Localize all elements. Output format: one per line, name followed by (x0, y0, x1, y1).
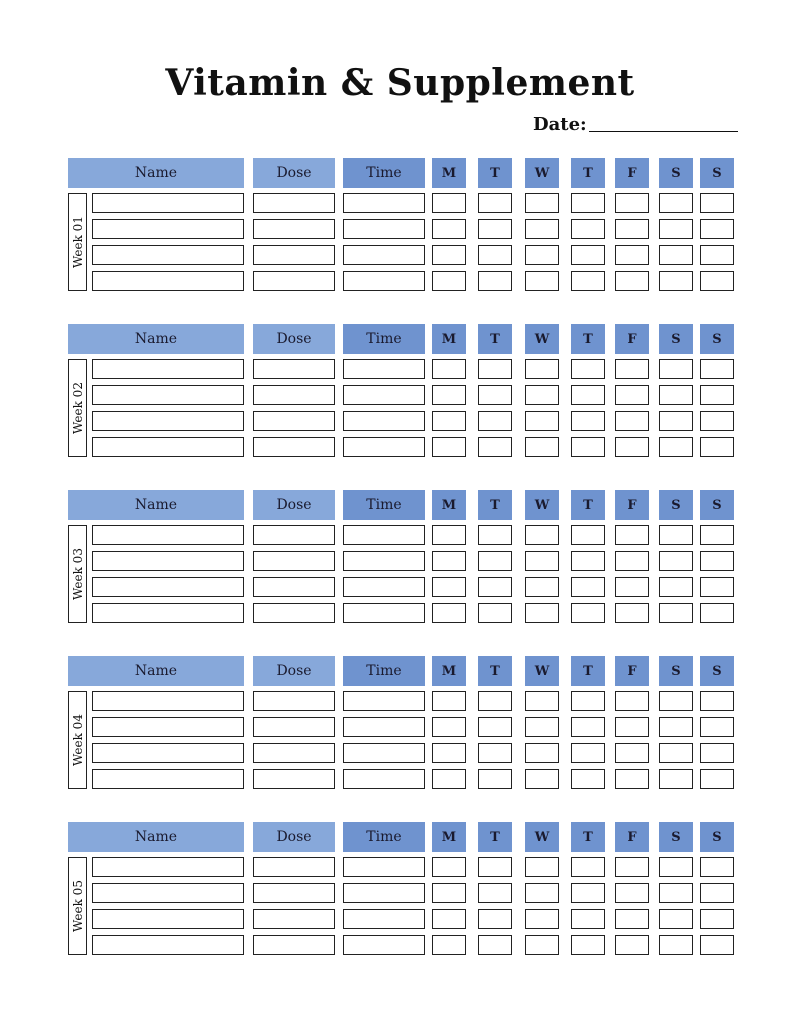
week-block (0, 656, 800, 796)
dose-cell[interactable] (253, 385, 335, 405)
day-checkbox[interactable] (659, 717, 693, 737)
header-name: Name (68, 158, 244, 188)
dose-cell[interactable] (253, 245, 335, 265)
week-block (0, 324, 800, 464)
day-checkbox[interactable] (432, 271, 466, 291)
name-cell[interactable] (92, 551, 244, 571)
day-checkbox[interactable] (659, 769, 693, 789)
day-checkbox[interactable] (478, 577, 512, 597)
header-day: T (478, 656, 512, 686)
day-checkbox[interactable] (478, 691, 512, 711)
header-day: T (478, 324, 512, 354)
day-checkbox[interactable] (571, 385, 605, 405)
header-day: S (700, 822, 734, 852)
header-day: F (615, 822, 649, 852)
day-checkbox[interactable] (478, 717, 512, 737)
week-label-tab (68, 691, 87, 789)
header-day: W (525, 656, 559, 686)
dose-cell[interactable] (253, 437, 335, 457)
day-checkbox[interactable] (700, 577, 734, 597)
week-block (0, 822, 800, 962)
page-title: Vitamin & Supplement (165, 62, 635, 104)
dose-cell[interactable] (253, 769, 335, 789)
day-checkbox[interactable] (659, 883, 693, 903)
time-cell[interactable] (343, 359, 425, 379)
time-cell[interactable] (343, 385, 425, 405)
day-checkbox[interactable] (700, 219, 734, 239)
day-checkbox[interactable] (659, 743, 693, 763)
day-checkbox[interactable] (659, 385, 693, 405)
day-checkbox[interactable] (478, 437, 512, 457)
day-checkbox[interactable] (659, 857, 693, 877)
dose-cell[interactable] (253, 743, 335, 763)
name-cell[interactable] (92, 691, 244, 711)
day-checkbox[interactable] (700, 271, 734, 291)
day-checkbox[interactable] (478, 525, 512, 545)
header-day: S (700, 490, 734, 520)
day-checkbox[interactable] (615, 935, 649, 955)
day-checkbox[interactable] (478, 883, 512, 903)
dose-cell[interactable] (253, 525, 335, 545)
day-checkbox[interactable] (615, 717, 649, 737)
week-label: Week 01 (70, 216, 85, 268)
day-checkbox[interactable] (432, 551, 466, 571)
day-checkbox[interactable] (571, 219, 605, 239)
day-checkbox[interactable] (571, 883, 605, 903)
dose-cell[interactable] (253, 551, 335, 571)
day-checkbox[interactable] (432, 769, 466, 789)
header-day: S (659, 158, 693, 188)
day-checkbox[interactable] (478, 935, 512, 955)
name-cell[interactable] (92, 743, 244, 763)
name-cell[interactable] (92, 193, 244, 213)
day-checkbox[interactable] (432, 359, 466, 379)
day-checkbox[interactable] (478, 359, 512, 379)
date-label: Date: (533, 114, 587, 135)
header-day: S (659, 656, 693, 686)
day-checkbox[interactable] (432, 743, 466, 763)
day-checkbox[interactable] (525, 271, 559, 291)
day-checkbox[interactable] (571, 935, 605, 955)
day-checkbox[interactable] (525, 359, 559, 379)
header-day: W (525, 324, 559, 354)
header-day: M (432, 656, 466, 686)
name-cell[interactable] (92, 245, 244, 265)
name-cell[interactable] (92, 769, 244, 789)
date-field[interactable] (533, 111, 738, 135)
day-checkbox[interactable] (478, 271, 512, 291)
day-checkbox[interactable] (571, 909, 605, 929)
time-cell[interactable] (343, 691, 425, 711)
day-checkbox[interactable] (571, 193, 605, 213)
day-checkbox[interactable] (659, 219, 693, 239)
day-checkbox[interactable] (525, 219, 559, 239)
day-checkbox[interactable] (432, 935, 466, 955)
name-cell[interactable] (92, 717, 244, 737)
name-cell[interactable] (92, 271, 244, 291)
header-name: Name (68, 324, 244, 354)
date-input-line[interactable] (589, 113, 738, 132)
dose-cell[interactable] (253, 411, 335, 431)
header-day: W (525, 158, 559, 188)
day-checkbox[interactable] (659, 193, 693, 213)
day-checkbox[interactable] (615, 193, 649, 213)
day-checkbox[interactable] (700, 909, 734, 929)
day-checkbox[interactable] (478, 909, 512, 929)
day-checkbox[interactable] (432, 525, 466, 545)
time-cell[interactable] (343, 769, 425, 789)
name-cell[interactable] (92, 935, 244, 955)
day-checkbox[interactable] (615, 603, 649, 623)
day-checkbox[interactable] (571, 603, 605, 623)
header-dose: Dose (253, 324, 335, 354)
day-checkbox[interactable] (478, 245, 512, 265)
day-checkbox[interactable] (571, 411, 605, 431)
day-checkbox[interactable] (659, 437, 693, 457)
day-checkbox[interactable] (432, 219, 466, 239)
day-checkbox[interactable] (700, 359, 734, 379)
day-checkbox[interactable] (700, 551, 734, 571)
header-day: T (571, 490, 605, 520)
day-checkbox[interactable] (478, 385, 512, 405)
header-dose: Dose (253, 158, 335, 188)
day-checkbox[interactable] (571, 245, 605, 265)
week-label-tab (68, 525, 87, 623)
day-checkbox[interactable] (700, 935, 734, 955)
time-cell[interactable] (343, 717, 425, 737)
day-checkbox[interactable] (615, 577, 649, 597)
day-checkbox[interactable] (615, 411, 649, 431)
day-checkbox[interactable] (432, 245, 466, 265)
time-cell[interactable] (343, 857, 425, 877)
day-checkbox[interactable] (525, 411, 559, 431)
header-dose: Dose (253, 656, 335, 686)
name-cell[interactable] (92, 603, 244, 623)
day-checkbox[interactable] (615, 691, 649, 711)
week-label-tab (68, 857, 87, 955)
day-checkbox[interactable] (571, 691, 605, 711)
dose-cell[interactable] (253, 717, 335, 737)
day-checkbox[interactable] (432, 857, 466, 877)
dose-cell[interactable] (253, 219, 335, 239)
header-dose: Dose (253, 490, 335, 520)
dose-cell[interactable] (253, 909, 335, 929)
time-cell[interactable] (343, 603, 425, 623)
day-checkbox[interactable] (615, 385, 649, 405)
week-label: Week 04 (70, 714, 85, 766)
day-checkbox[interactable] (571, 857, 605, 877)
header-day: T (478, 490, 512, 520)
day-checkbox[interactable] (700, 769, 734, 789)
day-checkbox[interactable] (700, 525, 734, 545)
time-cell[interactable] (343, 909, 425, 929)
header-day: F (615, 656, 649, 686)
time-cell[interactable] (343, 935, 425, 955)
day-checkbox[interactable] (432, 577, 466, 597)
day-checkbox[interactable] (615, 245, 649, 265)
day-checkbox[interactable] (478, 193, 512, 213)
day-checkbox[interactable] (478, 743, 512, 763)
day-checkbox[interactable] (525, 437, 559, 457)
time-cell[interactable] (343, 743, 425, 763)
day-checkbox[interactable] (615, 743, 649, 763)
dose-cell[interactable] (253, 883, 335, 903)
day-checkbox[interactable] (615, 359, 649, 379)
header-day: S (659, 822, 693, 852)
day-checkbox[interactable] (432, 603, 466, 623)
name-cell[interactable] (92, 909, 244, 929)
header-day: S (700, 158, 734, 188)
day-checkbox[interactable] (525, 935, 559, 955)
day-checkbox[interactable] (615, 883, 649, 903)
day-checkbox[interactable] (571, 743, 605, 763)
day-checkbox[interactable] (525, 691, 559, 711)
name-cell[interactable] (92, 411, 244, 431)
header-name: Name (68, 656, 244, 686)
name-cell[interactable] (92, 359, 244, 379)
day-checkbox[interactable] (700, 603, 734, 623)
header-day: S (700, 656, 734, 686)
day-checkbox[interactable] (615, 551, 649, 571)
day-checkbox[interactable] (659, 577, 693, 597)
day-checkbox[interactable] (525, 857, 559, 877)
day-checkbox[interactable] (525, 743, 559, 763)
day-checkbox[interactable] (525, 385, 559, 405)
day-checkbox[interactable] (615, 769, 649, 789)
day-checkbox[interactable] (659, 551, 693, 571)
day-checkbox[interactable] (700, 437, 734, 457)
name-cell[interactable] (92, 385, 244, 405)
dose-cell[interactable] (253, 577, 335, 597)
header-day: T (571, 324, 605, 354)
header-name: Name (68, 490, 244, 520)
header-time: Time (343, 822, 425, 852)
dose-cell[interactable] (253, 935, 335, 955)
week-label: Week 03 (70, 548, 85, 600)
day-checkbox[interactable] (615, 271, 649, 291)
time-cell[interactable] (343, 271, 425, 291)
header-day: W (525, 822, 559, 852)
day-checkbox[interactable] (571, 717, 605, 737)
day-checkbox[interactable] (432, 717, 466, 737)
header-day: W (525, 490, 559, 520)
time-cell[interactable] (343, 551, 425, 571)
dose-cell[interactable] (253, 271, 335, 291)
day-checkbox[interactable] (615, 857, 649, 877)
header-time: Time (343, 324, 425, 354)
day-checkbox[interactable] (571, 551, 605, 571)
day-checkbox[interactable] (700, 245, 734, 265)
day-checkbox[interactable] (432, 883, 466, 903)
day-checkbox[interactable] (615, 525, 649, 545)
day-checkbox[interactable] (478, 857, 512, 877)
week-label-tab (68, 359, 87, 457)
header-day: F (615, 324, 649, 354)
day-checkbox[interactable] (478, 551, 512, 571)
header-day: T (478, 158, 512, 188)
time-cell[interactable] (343, 411, 425, 431)
day-checkbox[interactable] (525, 769, 559, 789)
time-cell[interactable] (343, 437, 425, 457)
header-day: M (432, 490, 466, 520)
header-dose: Dose (253, 822, 335, 852)
day-checkbox[interactable] (700, 717, 734, 737)
day-checkbox[interactable] (571, 359, 605, 379)
header-day: F (615, 158, 649, 188)
header-time: Time (343, 490, 425, 520)
week-block (0, 158, 800, 298)
time-cell[interactable] (343, 193, 425, 213)
day-checkbox[interactable] (659, 909, 693, 929)
day-checkbox[interactable] (525, 193, 559, 213)
time-cell[interactable] (343, 883, 425, 903)
day-checkbox[interactable] (700, 883, 734, 903)
week-label: Week 05 (70, 880, 85, 932)
day-checkbox[interactable] (478, 769, 512, 789)
day-checkbox[interactable] (525, 245, 559, 265)
header-day: S (659, 324, 693, 354)
day-checkbox[interactable] (432, 193, 466, 213)
day-checkbox[interactable] (700, 411, 734, 431)
day-checkbox[interactable] (432, 385, 466, 405)
header-name: Name (68, 822, 244, 852)
header-time: Time (343, 656, 425, 686)
day-checkbox[interactable] (659, 691, 693, 711)
day-checkbox[interactable] (525, 577, 559, 597)
day-checkbox[interactable] (700, 385, 734, 405)
time-cell[interactable] (343, 525, 425, 545)
header-day: M (432, 324, 466, 354)
header-time: Time (343, 158, 425, 188)
day-checkbox[interactable] (525, 717, 559, 737)
day-checkbox[interactable] (700, 857, 734, 877)
day-checkbox[interactable] (571, 577, 605, 597)
day-checkbox[interactable] (615, 219, 649, 239)
day-checkbox[interactable] (700, 193, 734, 213)
day-checkbox[interactable] (525, 551, 559, 571)
dose-cell[interactable] (253, 857, 335, 877)
day-checkbox[interactable] (659, 271, 693, 291)
week-label: Week 02 (70, 382, 85, 434)
day-checkbox[interactable] (571, 525, 605, 545)
day-checkbox[interactable] (478, 219, 512, 239)
name-cell[interactable] (92, 577, 244, 597)
header-day: T (478, 822, 512, 852)
header-day: S (659, 490, 693, 520)
day-checkbox[interactable] (659, 411, 693, 431)
name-cell[interactable] (92, 883, 244, 903)
dose-cell[interactable] (253, 359, 335, 379)
header-day: T (571, 158, 605, 188)
name-cell[interactable] (92, 437, 244, 457)
header-day: F (615, 490, 649, 520)
name-cell[interactable] (92, 525, 244, 545)
day-checkbox[interactable] (478, 411, 512, 431)
day-checkbox[interactable] (571, 271, 605, 291)
day-checkbox[interactable] (659, 359, 693, 379)
time-cell[interactable] (343, 577, 425, 597)
dose-cell[interactable] (253, 603, 335, 623)
day-checkbox[interactable] (659, 525, 693, 545)
day-checkbox[interactable] (432, 437, 466, 457)
dose-cell[interactable] (253, 193, 335, 213)
week-label-tab (68, 193, 87, 291)
name-cell[interactable] (92, 857, 244, 877)
day-checkbox[interactable] (525, 883, 559, 903)
day-checkbox[interactable] (432, 411, 466, 431)
day-checkbox[interactable] (571, 437, 605, 457)
day-checkbox[interactable] (615, 437, 649, 457)
day-checkbox[interactable] (659, 603, 693, 623)
dose-cell[interactable] (253, 691, 335, 711)
day-checkbox[interactable] (525, 603, 559, 623)
day-checkbox[interactable] (525, 909, 559, 929)
header-day: S (700, 324, 734, 354)
time-cell[interactable] (343, 219, 425, 239)
day-checkbox[interactable] (659, 245, 693, 265)
day-checkbox[interactable] (700, 691, 734, 711)
day-checkbox[interactable] (659, 935, 693, 955)
name-cell[interactable] (92, 219, 244, 239)
day-checkbox[interactable] (615, 909, 649, 929)
day-checkbox[interactable] (571, 769, 605, 789)
week-block (0, 490, 800, 630)
day-checkbox[interactable] (432, 909, 466, 929)
day-checkbox[interactable] (525, 525, 559, 545)
day-checkbox[interactable] (478, 603, 512, 623)
header-day: T (571, 656, 605, 686)
header-day: M (432, 158, 466, 188)
time-cell[interactable] (343, 245, 425, 265)
header-day: M (432, 822, 466, 852)
header-day: T (571, 822, 605, 852)
day-checkbox[interactable] (700, 743, 734, 763)
day-checkbox[interactable] (432, 691, 466, 711)
